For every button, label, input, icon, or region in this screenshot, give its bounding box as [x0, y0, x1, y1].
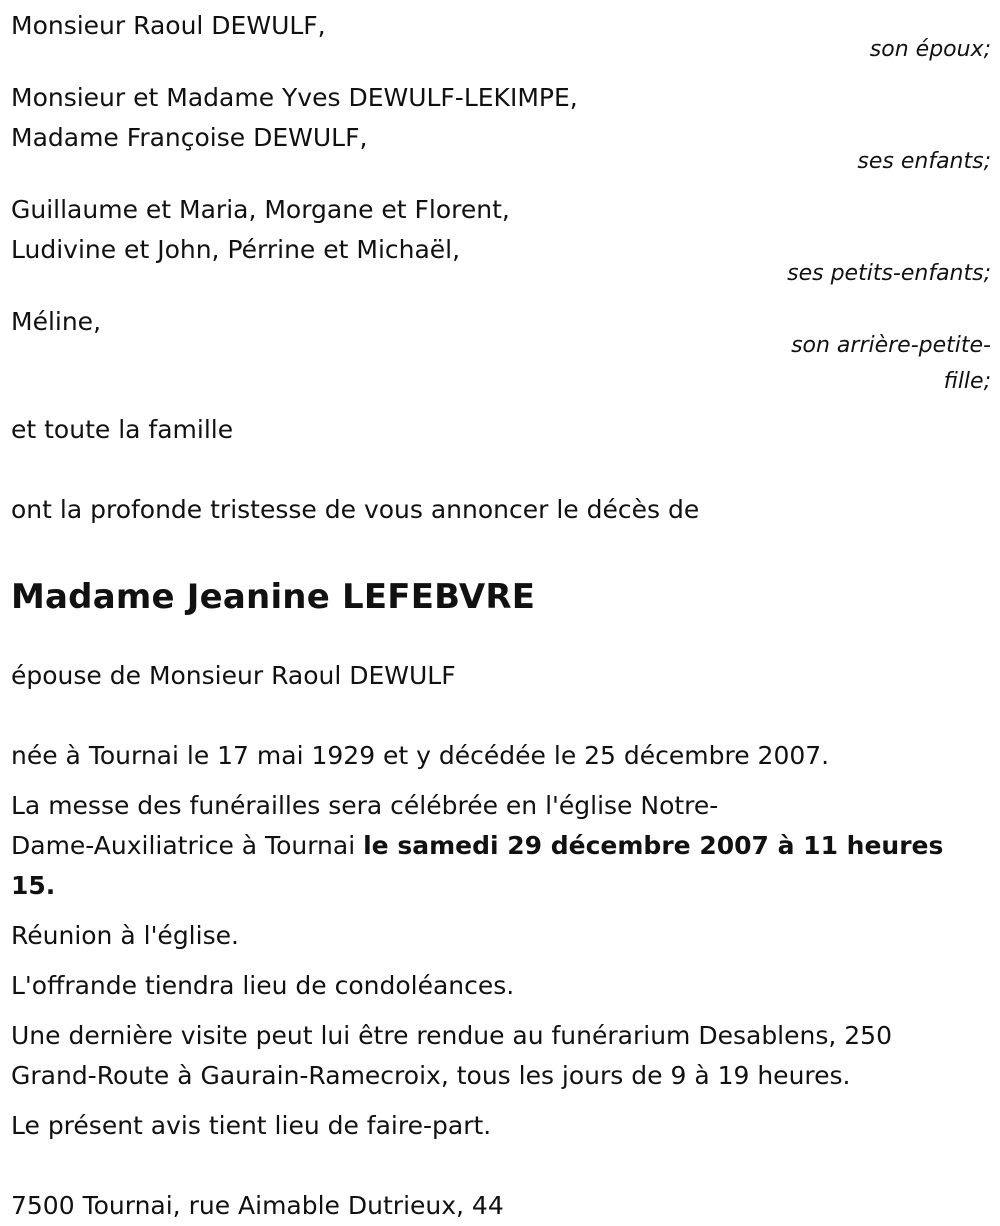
relation-label: son époux; [869, 37, 991, 62]
spouse-line: épouse de Monsieur Raoul DEWULF [11, 661, 456, 690]
relation-label: son arrière-petite- [791, 333, 991, 358]
birth-death-line: née à Tournai le 17 mai 1929 et y décédée le 25 décembre 2007. [11, 741, 830, 770]
family-group-spouse [11, 6, 991, 68]
family-closing-line: et toute la famille [11, 415, 234, 444]
reunion-line: Réunion à l'église. [11, 921, 239, 950]
family-name-line: Ludivine et John, Pérrine et Michaël, [11, 235, 461, 264]
funeral-line [11, 826, 991, 866]
announcement-text: ont la profonde tristesse de vous annoncer le décès de [11, 495, 700, 524]
relation-label: ses enfants; [857, 149, 991, 174]
family-group-children [11, 78, 991, 180]
family-name-line: Guillaume et Maria, Morgane et Florent, [11, 195, 510, 224]
visit-line: Grand-Route à Gaurain-Ramecroix, tous les jours de 9 à 19 heures. [11, 1061, 851, 1090]
funeral-line: La messe des funérailles sera célébrée en l'église Notre- [11, 791, 719, 820]
offrande-line: L'offrande tiendra lieu de condoléances. [11, 971, 515, 1000]
family-name-line: Méline, [11, 307, 102, 336]
funeral-location: Dame-Auxiliatrice à Tournai [11, 831, 364, 860]
family-name-line: Madame Françoise DEWULF, [11, 123, 368, 152]
funeral-paragraph [11, 786, 991, 906]
relation-label: fille; [943, 369, 991, 394]
visit-paragraph [11, 1016, 991, 1096]
relation-label: ses petits-enfants; [787, 261, 991, 286]
death-notice [11, 6, 991, 1226]
family-name-line: Monsieur Raoul DEWULF, [11, 11, 326, 40]
family-group-great-grandchild [11, 302, 991, 400]
visit-line: Une dernière visite peut lui être rendue au funérarium Desablens, 250 [11, 1021, 892, 1050]
funeral-datetime-end: 15. [11, 871, 56, 900]
family-group-grandchildren [11, 190, 991, 292]
address-line: 7500 Tournai, rue Aimable Dutrieux, 44 [11, 1191, 504, 1220]
faire-part-line: Le présent avis tient lieu de faire-part. [11, 1111, 492, 1140]
family-name-line: Monsieur et Madame Yves DEWULF-LEKIMPE, [11, 83, 578, 112]
funeral-datetime: le samedi 29 décembre 2007 à 11 heures [363, 831, 944, 860]
deceased-name: Madame Jeanine LEFEBVRE [11, 577, 536, 617]
